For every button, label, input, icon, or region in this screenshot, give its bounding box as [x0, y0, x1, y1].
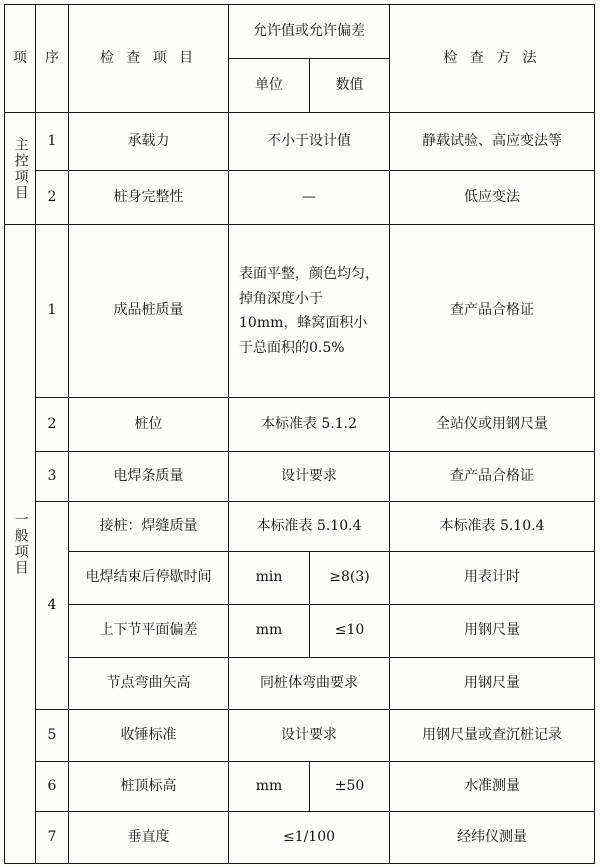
check-item: 节点弯曲矢高: [69, 658, 229, 710]
group-label-general: [5, 225, 36, 864]
tolerance-cell: 本标准表 5.1.2: [229, 398, 390, 452]
unit-cell: mm: [229, 605, 310, 658]
inspection-standard-table: [4, 4, 595, 864]
value-cell: ±50: [310, 762, 390, 812]
table-row: [5, 658, 595, 710]
row-number: 1: [36, 113, 69, 171]
table-row: [5, 171, 595, 225]
table-row: [5, 812, 595, 864]
check-method: 用钢尺量: [390, 658, 595, 710]
check-method: 查产品合格证: [390, 225, 595, 398]
header-tolerance: 允许值或允许偏差: [229, 5, 390, 59]
check-method: 全站仪或用钢尺量: [390, 398, 595, 452]
tolerance-cell: [229, 225, 390, 398]
table-row: [5, 762, 595, 812]
header-check-method: 检 查 方 法: [390, 5, 595, 113]
row-number: 2: [36, 398, 69, 452]
header-serial: 序: [36, 5, 69, 113]
header-check-item: 检 查 项 目: [69, 5, 229, 113]
tolerance-cell: ≤1/100: [229, 812, 390, 864]
value-cell: ≥8(3): [310, 552, 390, 605]
check-method: 水准测量: [390, 762, 595, 812]
header-category: 项: [5, 5, 36, 113]
check-method: 静载试验、高应变法等: [390, 113, 595, 171]
row-number: 2: [36, 171, 69, 225]
header-value: 数值: [310, 59, 390, 113]
tolerance-note: 表面平整，颜色均匀，掉角深度小于10mm，蜂窝面积小于总面积的0.5%: [239, 266, 379, 356]
row-number: 5: [36, 710, 69, 762]
group-general-text: 一般项目: [12, 512, 29, 576]
table-row: [5, 502, 595, 552]
table-row: [5, 113, 595, 171]
tolerance-cell: 设计要求: [229, 452, 390, 502]
check-method: 用钢尺量: [390, 605, 595, 658]
check-item: 垂直度: [69, 812, 229, 864]
check-item: 接桩：焊缝质量: [69, 502, 229, 552]
row-number: 1: [36, 225, 69, 398]
row-number: 7: [36, 812, 69, 864]
check-method: 经纬仪测量: [390, 812, 595, 864]
check-method: 低应变法: [390, 171, 595, 225]
unit-cell: mm: [229, 762, 310, 812]
check-item: 成品桩质量: [69, 225, 229, 398]
tolerance-cell: 本标准表 5.10.4: [229, 502, 390, 552]
table-row: [5, 398, 595, 452]
check-item: 上下节平面偏差: [69, 605, 229, 658]
tolerance-cell: 同桩体弯曲要求: [229, 658, 390, 710]
table-row: [5, 452, 595, 502]
check-item: 收锤标准: [69, 710, 229, 762]
tolerance-cell: —: [229, 171, 390, 225]
check-item: 桩位: [69, 398, 229, 452]
check-item: 电焊条质量: [69, 452, 229, 502]
check-method: 查产品合格证: [390, 452, 595, 502]
header-row: [5, 5, 595, 59]
tolerance-cell: 设计要求: [229, 710, 390, 762]
check-item: 承载力: [69, 113, 229, 171]
check-method: 用钢尺量或查沉桩记录: [390, 710, 595, 762]
group-main-text: 主控项目: [12, 136, 29, 201]
row-number: 4: [36, 502, 69, 710]
table-row: [5, 225, 595, 398]
group-label-main: [5, 113, 36, 225]
table-row: [5, 710, 595, 762]
check-item: 桩身完整性: [69, 171, 229, 225]
check-method: 本标准表 5.10.4: [390, 502, 595, 552]
check-method: 用表计时: [390, 552, 595, 605]
table-row: [5, 552, 595, 605]
header-unit: 单位: [229, 59, 310, 113]
check-item: 电焊结束后停歇时间: [69, 552, 229, 605]
row-number: 3: [36, 452, 69, 502]
tolerance-cell: 不小于设计值: [229, 113, 390, 171]
unit-cell: min: [229, 552, 310, 605]
check-item: 桩顶标高: [69, 762, 229, 812]
table-row: [5, 605, 595, 658]
row-number: 6: [36, 762, 69, 812]
value-cell: ≤10: [310, 605, 390, 658]
